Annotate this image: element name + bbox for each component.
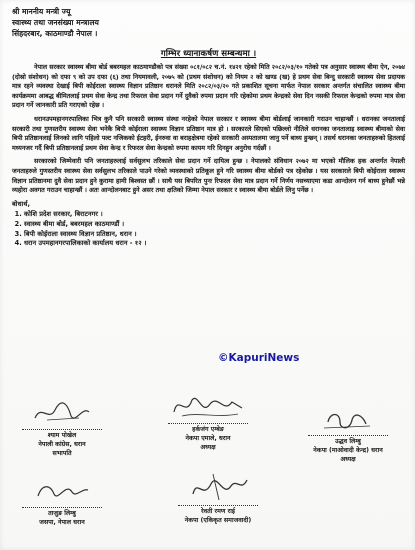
addressee-line-2: स्वास्थ्य तथा जनसंख्या मन्त्रालय: [12, 18, 99, 27]
signature-5-icon: [183, 470, 253, 504]
signature-line: [22, 507, 102, 508]
signatory-org: नेकपा एमाले, धरान: [185, 435, 231, 442]
signatory-1: [2, 398, 122, 458]
signatory-name: रेवती रमण राई: [201, 508, 235, 515]
signature-line: [22, 429, 102, 430]
signatory-4: [2, 478, 122, 527]
cc-item: 3. बिपी कोईराला स्वास्थ्य विज्ञान प्रतिष्ठान, धरान ।: [24, 230, 405, 240]
cc-item: 4. धरान उपमहानगरपालिकाको कार्यालय धरान - १२ ।: [24, 239, 405, 249]
cc-label: बोधार्थ,: [12, 199, 30, 208]
signatory-name: ताजुङ लिम्बु: [48, 510, 76, 517]
signature-line: [178, 505, 258, 506]
signatory-org: नेकपा (माओवादी केन्द्र) धरान: [313, 447, 383, 454]
signature-2-icon: [168, 390, 248, 422]
paragraph-1: नेपाल सरकार स्वास्थ्य बीमा बोर्ड बबरमहल काठमाण्डौको पत्र संख्या ०८१/०८२ च.नं. १४२१ रहेको मिति २०८२/०३/१० गतेको पत्र अनुसार स्वास्थ्य बीमा ऐन, २०७४ (दोस्रो संशोधन) को दफा ९ को उप दफा (६) तथा नियमावली, २०७५ को (प्रथम संशोधन) को नियम २ को खण्ड (ख) हे प्रथम सेवा बिन्दु सरकारी स्वास्थ्य सेवा प्रदायक मात्र रहने व्यवस्था देखाई बिपी कोईराला स्वास्थ्य विज्ञान प्रतिष्ठान धरानले मिति २०८२/०३/२० गते प्रकाशित सूचना मार्फत नेपाल सरकार अन्तर्गत संचालित स्वास्थ्य बीमा कार्यक्रममा आबद्ध बीमितलाई प्रथम सेवा केन्द्र तथा रिफरल सेवा प्रदान गर्ने दुवैको रुपमा प्रदान गरि रहेकोमा प्रथम केन्द्रको सेवा दिन नसकी रिफरल केन्द्रको रुपमा मात्र सेवा प्रदान गर्ने जानकारी प्रति गराएको रहेछ ।: [12, 63, 405, 110]
signatory-org: नेकपा (एकिकृत समाजवादी): [184, 517, 252, 524]
subject-line: गम्भिर ध्यानाकर्षण सम्बन्धमा ।: [160, 49, 257, 59]
addressee-line-1: श्री माननीय मन्त्री ज्यू: [12, 7, 71, 16]
signature-1-icon: [27, 398, 97, 428]
signature-line: [308, 435, 388, 436]
cc-recipients: [12, 200, 405, 249]
signatory-role: सभापति: [52, 450, 72, 457]
signatory-role: अध्यक्ष: [200, 444, 216, 451]
cc-list: [12, 210, 405, 248]
signature-line: [168, 423, 248, 424]
addressee-block: [12, 6, 405, 39]
watermark: ©KapuriNews: [218, 352, 300, 364]
signatory-name: उद्धव लिम्बु: [335, 438, 361, 445]
signatory-org: नेपाली कांग्रेस, धरान: [38, 441, 86, 448]
signature-3-icon: [318, 408, 378, 434]
addressee-line-3: सिंहदरबार, काठमाण्डौ नेपाल ।: [12, 29, 98, 38]
cc-item: 2. स्वास्थ्य बीमा बोर्ड, बबरमहल काठमाण्डौं ।: [24, 220, 405, 230]
signature-4-icon: [30, 478, 94, 506]
cc-item: 1. कोशि प्रदेश सरकार, बिराटनगर ।: [24, 210, 405, 220]
signatory-org: जसपा, नेपाल धरान: [39, 519, 85, 526]
paragraph-3: सरकारको जिम्मेवारी पनि जनताहरुलाई सर्वसुलभ तरिकाले सेवा प्रदान गर्ने दायित्व हुन्छ । नेपालको संविधान २०७२ मा भएको मौलिक हक अन्तर्गत नेपाली जनताहरुले गुणस्तरीय स्वास्थ्य सेवा सर्वसुलभ तरिकाले पाउने गरेको व्यवस्थाको प्रतिकूल हुने गरि स्वास्थ्य बीमा बोर्डको पत्र रहेकोछ । यस सरकारले बिपी कोईराला स्वास्थ्य विज्ञान प्रतिष्ठानमा दुवै सेवा प्रदान हुने कुरामा हामी बिश्वस्त छौं । साथै यस बिपरित पुनः रिफरल सेवा मात्र प्रदान गर्ने निर्णय नसच्याएमा कडा आन्दोलन गर्न बाध्य हुनेछौं भन्ने व्यहोरा अवगत गराउन चाहान्छौं । अतः आन्दोलनबाट हुने असर तथा क्षतिको जिम्मा नेपाल सरकार र स्वास्थ्य बीमा बोर्डले लिनु पर्नेछ ।: [12, 157, 405, 195]
signatory-name: श्याम पोखेल: [47, 432, 77, 439]
signatory-role: अध्यक्ष: [340, 456, 356, 463]
signatory-2: [148, 390, 268, 452]
signatory-5: [158, 470, 278, 525]
signatory-name: हर्कजंग एम्बेङ: [192, 426, 224, 433]
signatory-3: [288, 408, 408, 464]
paragraph-2: धरानउपमहानगरपालिका भित्र कुनै पनि सरकारी स्वास्थ्य संस्था नरहेको नेपाल सरकार र स्वास्थ्य बीमा बोर्डलाई जानकारी गराउन चाहान्छौं । धरानका जनतालाई सरकारी तथा गुणस्तरीय स्वास्थ्य सेवा भनेकै बिपी कोईराला स्वास्थ्य विज्ञान प्रतिष्ठान मात्र हो । सरकारले सिएको पछिल्लो नीतिले धरानका जनतालाइ स्वास्थ्य बीमाको सेवा बिपी प्रतिष्ठानलाई लिनको लागि पहिलो पल्ट नजिकको ईटहरी, ईनरुवा वा बराहक्षेत्रमा रहेको सरकारी अस्पतालमा जानु पर्ने बाध्य हुन्छन् । तसर्थ धरानका जनताहरुको हितलाई मध्यनजर गर्दै बिपी प्रतिष्ठानलाई प्रथम सेवा केन्द्र र रिफरल सेवा केन्द्रको रुपमा कायम गरि दिनहुन अनुरोध गर्दछौं ।: [12, 114, 405, 152]
